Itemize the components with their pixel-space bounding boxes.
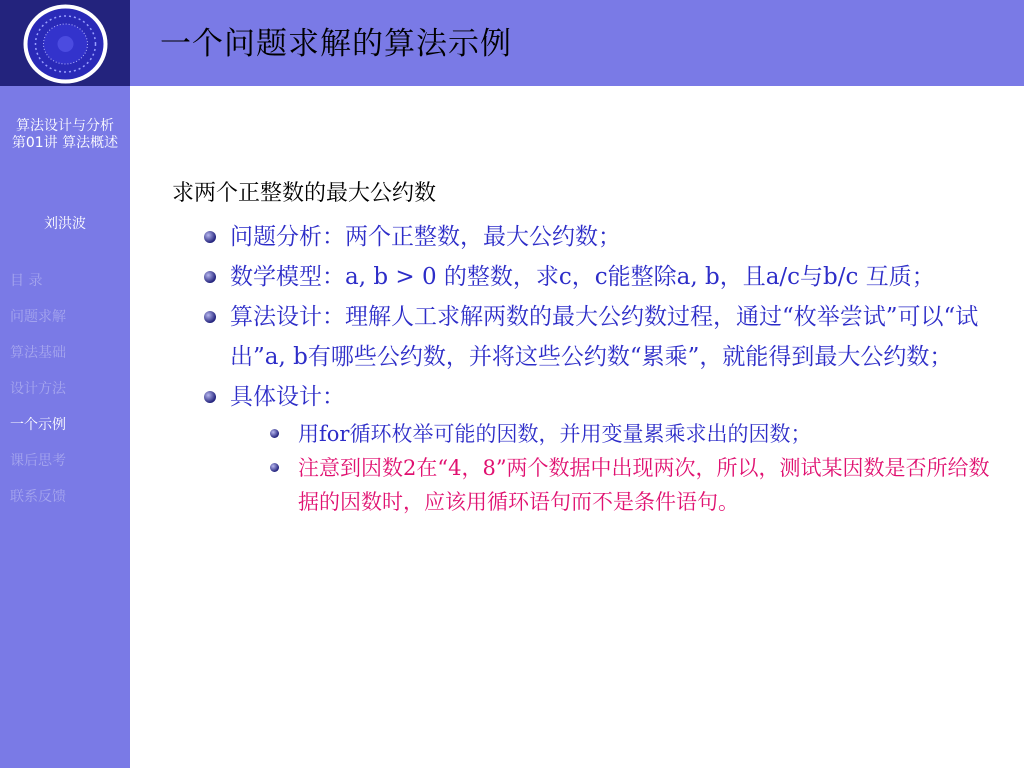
bullet-text: 数学模型：a, b > 0 的整数，求c，c能整除a, b，且a/c与b/c 互质； bbox=[230, 264, 935, 290]
nav-item-design-methods[interactable]: 设计方法 bbox=[10, 381, 66, 397]
sidebar bbox=[0, 0, 130, 768]
slide-title: 一个问题求解的算法示例 bbox=[160, 26, 512, 62]
nav-item-exercises[interactable]: 课后思考 bbox=[10, 453, 66, 469]
university-seal-logo bbox=[22, 3, 109, 85]
bullet-text: 算法设计：理解人工求解两数的最大公约数过程，通过“枚举尝试”可以“试出”a, b有哪些公约数，并将这些公约数“累乘”，就能得到最大公约数； bbox=[230, 304, 979, 370]
header-bar bbox=[130, 0, 1024, 86]
sub-bullet-icon bbox=[270, 463, 279, 472]
nav-item-example[interactable]: 一个示例 bbox=[10, 417, 66, 433]
sub-bullet-text: 注意到因数2在“4，8”两个数据中出现两次，所以，测试某因数是否所给数据的因数时，应该用循环语句而不是条件语句。 bbox=[298, 456, 990, 514]
bullet-icon bbox=[204, 271, 216, 283]
author-name: 刘洪波 bbox=[44, 216, 86, 232]
nav-item-contents[interactable]: 目 录 bbox=[10, 273, 43, 289]
bullet-icon bbox=[204, 231, 216, 243]
bullet-item bbox=[172, 297, 992, 377]
lecture-name: 第01讲 算法概述 bbox=[11, 135, 119, 151]
slide-content bbox=[172, 176, 992, 519]
section-nav bbox=[10, 270, 66, 522]
course-name: 算法设计与分析 bbox=[16, 118, 114, 134]
sub-bullet-item bbox=[172, 417, 992, 451]
bullet-item bbox=[172, 377, 992, 417]
bullet-text: 问题分析：两个正整数，最大公约数； bbox=[230, 224, 621, 250]
bullet-item bbox=[172, 257, 992, 297]
section-title: 求两个正整数的最大公约数 bbox=[172, 181, 437, 206]
logo-box bbox=[0, 0, 130, 86]
nav-item-feedback[interactable]: 联系反馈 bbox=[10, 489, 66, 505]
bullet-icon bbox=[204, 391, 216, 403]
course-title bbox=[6, 118, 124, 152]
bullet-item bbox=[172, 217, 992, 257]
nav-item-algorithm-basics[interactable]: 算法基础 bbox=[10, 345, 66, 361]
bullet-icon bbox=[204, 311, 216, 323]
bullet-text: 具体设计： bbox=[230, 384, 345, 410]
sub-bullet-icon bbox=[270, 429, 279, 438]
nav-item-problem-solving[interactable]: 问题求解 bbox=[10, 309, 66, 325]
sub-bullet-text: 用for循环枚举可能的因数，并用变量累乘求出的因数； bbox=[298, 422, 812, 446]
sub-bullet-item-highlight bbox=[172, 451, 992, 519]
